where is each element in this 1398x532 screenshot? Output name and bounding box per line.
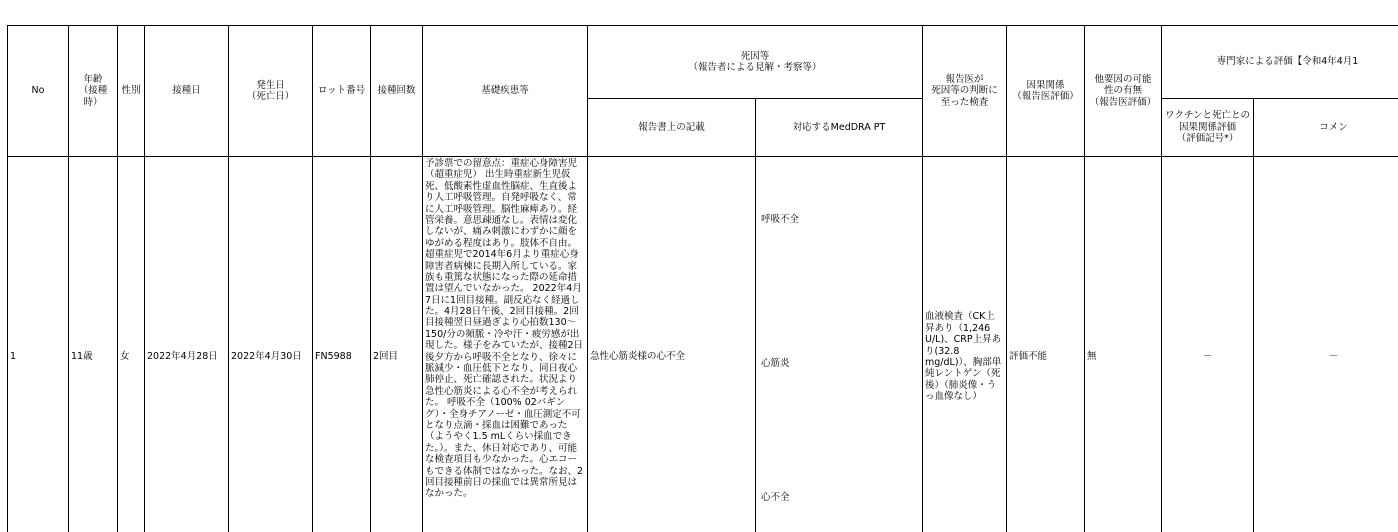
header-no: No — [8, 26, 69, 157]
cell-vaccine-causality: － — [1162, 157, 1254, 532]
cell-meddra-pt — [756, 157, 923, 532]
header-record-in-report: 報告書上の記載 — [588, 99, 756, 157]
cell-lot-number: FN5988 — [313, 157, 371, 532]
meddra-pt-heart-failure: 心不全 — [761, 492, 790, 503]
header-cause-of-death: 死因等 （報告者による見解・考察等） — [588, 26, 923, 99]
header-onset-date: 発生日 （死亡日） — [229, 26, 313, 157]
table-row — [8, 157, 1398, 532]
header-expert-eval: 専門家による評価【令和4年4月1 — [1162, 26, 1398, 99]
cell-comment: － — [1254, 157, 1398, 532]
meddra-pt-myocarditis: 心筋炎 — [761, 358, 790, 369]
header-vaccination-date: 接種日 — [145, 26, 229, 157]
cell-dose-number: 2回目 — [371, 157, 423, 532]
cell-other-factors: 無 — [1085, 157, 1162, 532]
death-report-table — [7, 25, 1398, 532]
cell-vaccination-date: 2022年4月28日 — [145, 157, 229, 532]
cell-onset-date: 2022年4月30日 — [229, 157, 313, 532]
cell-record-in-report: 急性心筋炎様の心不全 — [588, 157, 756, 532]
header-other-factors: 他要因の可能 性の有無 （報告医評価） — [1085, 26, 1162, 157]
cell-underlying-disease: 予診票での留意点：重症心身障害児（超重症児） 出生時重症新生児仮死、低酸素性虚血性脳症、生直後より人工呼吸管理。自発呼吸なく、常に人工呼吸管理。脳性麻痺あり。経管栄養。意思疎通なし。表情は変化しないが、痛み刺激にわずかに顔をゆがめる程度はあり。肢体不自由。超重症児で2014年6月より重症心身障害者病棟に長期入所している。家族も重篤な状態になった際の延命措置は望んでいなかった。 2022年4月7日に1回目接種。副反応なく経過した。4月28日午後、2回目接種。2回目接種翌日昼過ぎより心拍数130～150/分の頻脈・冷や汗・疲労感が出現した。様子をみていたが、接種2日後夕方から呼吸不全となり、徐々に脈減少・血圧低下となり、同日夜心肺停止、死亡確認された。状況より急性心筋炎による心不全が考えられた。 呼吸不全（100% 02バギング）・全身チアノーゼ・血圧測定不可となり点滴・採血は困難であった（ようやく1.5 mLくらい採血できた。）。また、休日対応であり、可能な検査項目も少なかった。心エコーもできる体制ではなかった。なお、2回目接種前日の採血では異常所見はなかった。 — [423, 157, 588, 532]
header-sex: 性別 — [118, 26, 145, 157]
cell-no: 1 — [8, 157, 69, 532]
cell-exam-by-reporter: 血液検査（CK上昇あり（1,246 U/L)、CRP上昇あり(32.8 mg/dL)）、胸部単純レントゲン（死後）（肺炎像・うっ血像なし） — [923, 157, 1007, 532]
meddra-pt-list — [756, 157, 922, 532]
header-exam-by-reporter: 報告医が 死因等の判断に 至った検査 — [923, 26, 1007, 157]
header-underlying-disease: 基礎疾患等 — [423, 26, 588, 157]
header-causality: 因果関係 （報告医評価） — [1007, 26, 1085, 157]
cell-sex: 女 — [118, 157, 145, 532]
cell-causality: 評価不能 — [1007, 157, 1085, 532]
header-lot-number: ロット番号 — [313, 26, 371, 157]
header-comment: コメン — [1254, 99, 1398, 157]
header-age: 年齢 （接種 時） — [69, 26, 118, 157]
cell-age: 11歳 — [69, 157, 118, 532]
meddra-pt-respiratory-failure: 呼吸不全 — [761, 214, 800, 225]
header-dose-number: 接種回数 — [371, 26, 423, 157]
header-vaccine-causality: ワクチンと死亡との 因果関係評価 （評価記号*） — [1162, 99, 1254, 157]
header-meddra-pt: 対応するMedDRA PT — [756, 99, 923, 157]
